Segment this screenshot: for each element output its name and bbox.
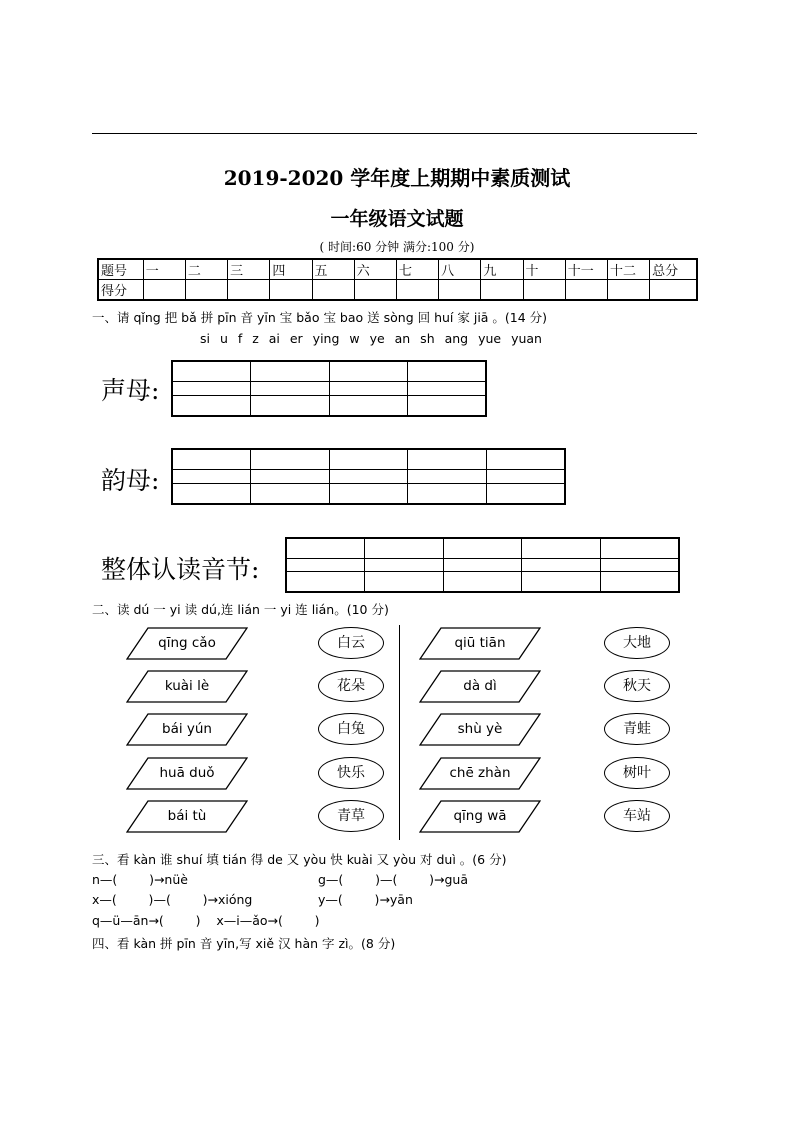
letter-bank: si u f z ai er ying w ye an sh ang yue yuan: [200, 331, 542, 346]
score-cell: 六: [354, 259, 396, 280]
pinyin-card[interactable]: [126, 670, 248, 703]
word-oval[interactable]: 花朵: [318, 670, 384, 702]
pinyin-text: shù yè: [457, 721, 503, 737]
pinyin-text: kuài lè: [164, 678, 210, 694]
score-cell: 总分: [650, 259, 697, 280]
pinyin-text: qīng wā: [453, 808, 507, 824]
score-cell: 十一: [565, 259, 607, 280]
exam-subtitle: 一年级语文试题: [330, 208, 464, 230]
pinyin-card[interactable]: [126, 713, 248, 746]
word-oval[interactable]: 秋天: [604, 670, 670, 702]
word-oval[interactable]: 大地: [604, 627, 670, 659]
yunmu-label: 韵母:: [101, 466, 160, 495]
pinyin-text: bái tù: [167, 808, 207, 824]
score-input-cell[interactable]: [650, 280, 697, 301]
score-input-cell[interactable]: [354, 280, 396, 301]
time-info: ( 时间:60 分钟 满分:100 分): [319, 240, 475, 254]
score-input-cell[interactable]: [607, 280, 649, 301]
pinyin-card[interactable]: [419, 627, 541, 660]
shengmu-label: 声母:: [101, 376, 160, 405]
zhengti-label: 整体认读音节:: [101, 555, 260, 584]
pinyin-card[interactable]: [419, 800, 541, 833]
section2-heading: 二、读 dú 一 yi 读 dú,连 lián 一 yi 连 lián。(10 分): [92, 602, 389, 617]
score-header-row: [98, 259, 697, 280]
pinyin-card[interactable]: [419, 713, 541, 746]
score-input-cell[interactable]: [396, 280, 438, 301]
fill-blank-item[interactable]: g—( )—( )→guā: [318, 872, 469, 887]
word-oval[interactable]: 白云: [318, 627, 384, 659]
score-input-cell[interactable]: [312, 280, 354, 301]
score-cell: 二: [185, 259, 227, 280]
pinyin-card[interactable]: [419, 670, 541, 703]
score-cell: 一: [143, 259, 185, 280]
score-cell: 七: [396, 259, 438, 280]
pinyin-text: bái yún: [162, 721, 212, 737]
section3-heading: 三、看 kàn 谁 shuí 填 tián 得 de 又 yòu 快 kuài 又 yòu 对 duì 。(6 分): [92, 852, 507, 867]
score-cell: 三: [228, 259, 270, 280]
score-cell: 五: [312, 259, 354, 280]
word-oval[interactable]: 青草: [318, 800, 384, 832]
zhengti-writing-grid[interactable]: [285, 537, 680, 593]
score-input-cell[interactable]: [523, 280, 565, 301]
score-table: [97, 258, 698, 301]
column-divider: [399, 625, 400, 840]
score-cell: 四: [270, 259, 312, 280]
score-input-cell[interactable]: [270, 280, 312, 301]
score-cell: 题号: [98, 259, 143, 280]
fill-blank-item[interactable]: y—( )→yān: [318, 892, 413, 907]
pinyin-text: chē zhàn: [449, 765, 511, 781]
score-input-cell[interactable]: [481, 280, 523, 301]
score-input-cell[interactable]: [439, 280, 481, 301]
pinyin-text: qīng cǎo: [158, 635, 216, 651]
fill-blank-item[interactable]: q—ü—ān→( ) x—i—ǎo→( ): [92, 913, 320, 928]
word-oval[interactable]: 快乐: [318, 757, 384, 789]
pinyin-text: dà dì: [463, 678, 497, 694]
pinyin-text: huā duǒ: [159, 765, 215, 781]
pinyin-card[interactable]: [419, 757, 541, 790]
section1-heading: 一、请 qǐng 把 bǎ 拼 pīn 音 yīn 宝 bǎo 宝 bao 送 sòng 回 huí 家 jiā 。(14 分): [92, 310, 548, 325]
score-value-row: [98, 280, 697, 301]
section4-heading: 四、看 kàn 拼 pīn 音 yīn,写 xiě 汉 hàn 字 zì。(8 分): [92, 936, 396, 951]
yunmu-writing-grid[interactable]: [171, 448, 566, 505]
score-cell: 九: [481, 259, 523, 280]
top-rule: [92, 133, 697, 134]
pinyin-card[interactable]: [126, 757, 248, 790]
word-oval[interactable]: 青蛙: [604, 713, 670, 745]
score-cell: 八: [439, 259, 481, 280]
pinyin-card[interactable]: [126, 627, 248, 660]
exam-title: 2019-2020 学年度上期期中素质测试: [223, 166, 571, 190]
score-input-cell[interactable]: [228, 280, 270, 301]
score-input-cell[interactable]: [565, 280, 607, 301]
word-oval[interactable]: 车站: [604, 800, 670, 832]
pinyin-card[interactable]: [126, 800, 248, 833]
shengmu-writing-grid[interactable]: [171, 360, 487, 417]
score-row-label: 得分: [98, 280, 143, 301]
fill-blank-item[interactable]: x—( )—( )→xióng: [92, 892, 253, 907]
fill-blank-item[interactable]: n—( )→nüè: [92, 872, 188, 887]
score-input-cell[interactable]: [185, 280, 227, 301]
word-oval[interactable]: 树叶: [604, 757, 670, 789]
score-cell: 十二: [607, 259, 649, 280]
score-cell: 十: [523, 259, 565, 280]
pinyin-text: qiū tiān: [454, 635, 506, 651]
score-input-cell[interactable]: [143, 280, 185, 301]
word-oval[interactable]: 白兔: [318, 713, 384, 745]
